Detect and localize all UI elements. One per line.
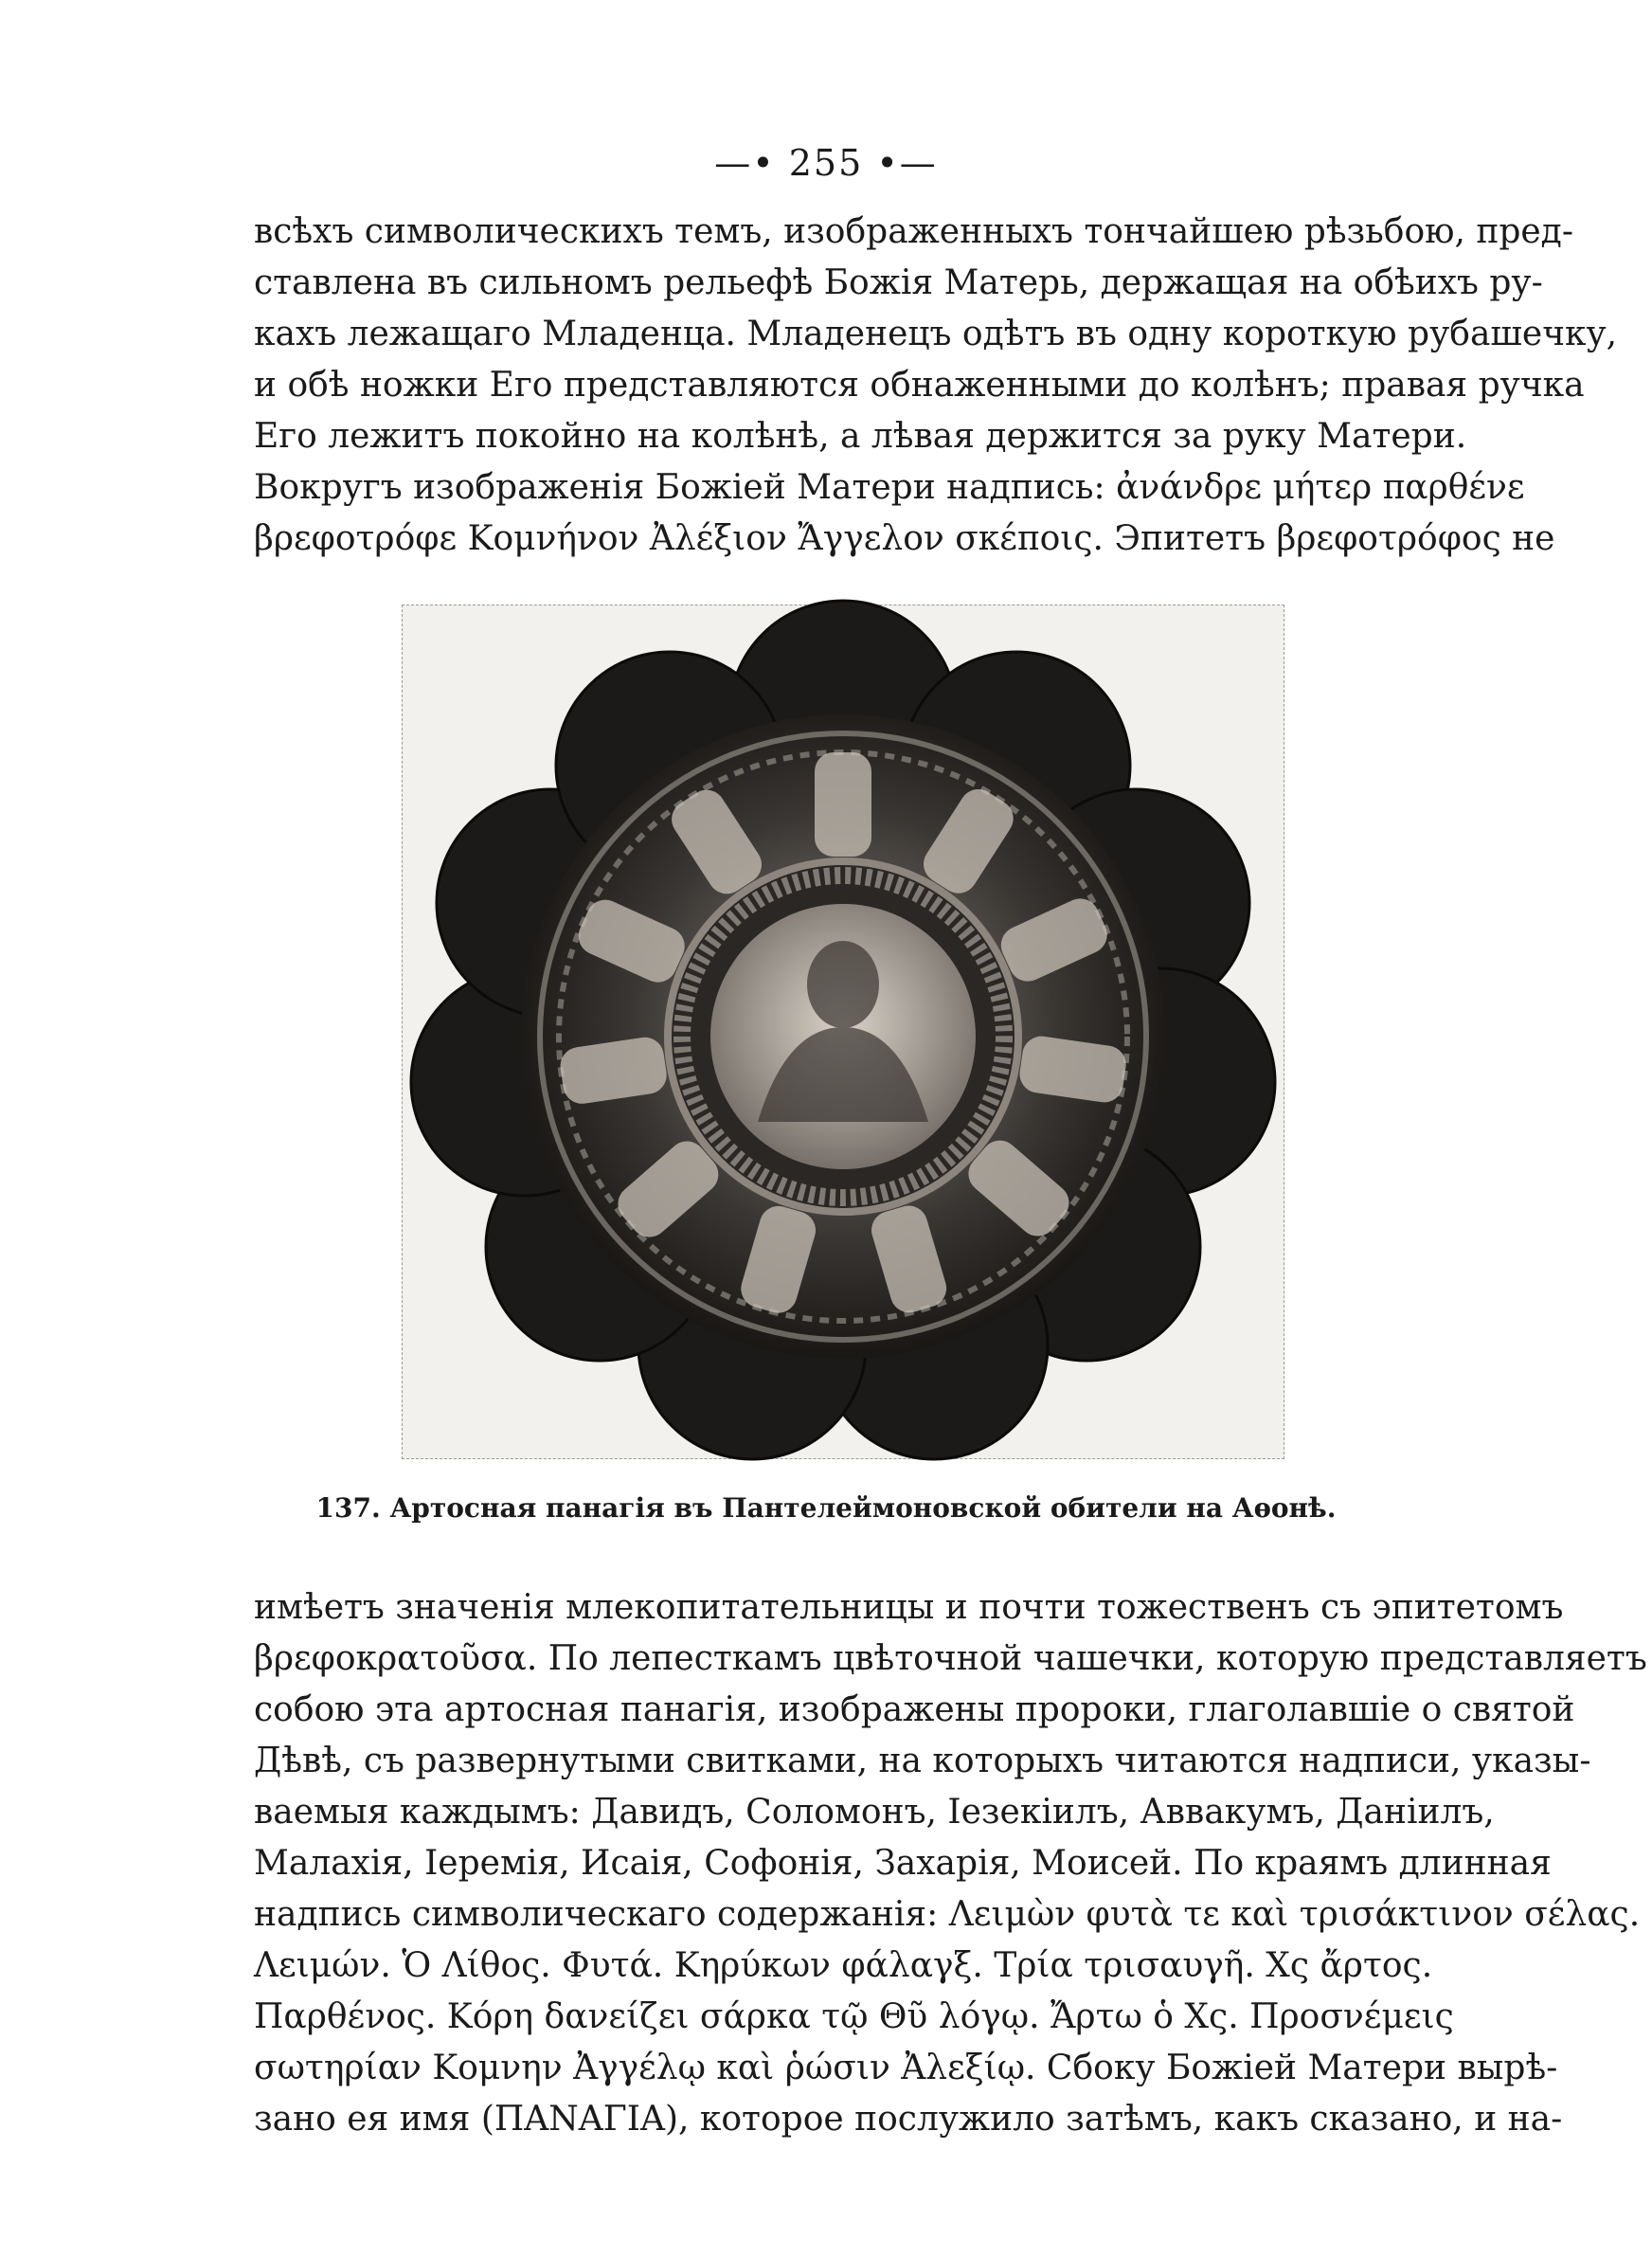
text-line: всѣхъ символическихъ темъ, изображенныхъ тончайшею рѣзьбою, пред- — [254, 212, 1574, 251]
text-line: Вокругъ изображенія Божіей Матери надпись: ἀνάνδρε μήτερ παρθένε — [254, 468, 1525, 507]
panagia-engraving — [403, 605, 1284, 1458]
figure-caption: 137. Артосная панагія въ Пантелеймоновской обители на Аѳонѣ. — [315, 1492, 1337, 1524]
text-line: собою эта артосная панагія, изображены пророки, глаголавшіе о святой — [254, 1690, 1575, 1729]
text-line: Λειμών. Ὁ Λίθος. Φυτά. Κηρύκων φάλαγξ. Τρία τρισαυγῆ. Χς ἄρτος. — [254, 1946, 1433, 1985]
text-line: Его лежитъ покойно на колѣнѣ, а лѣвая держится за руку Матери. — [254, 417, 1467, 456]
page-number: —• 255 •— — [714, 142, 938, 184]
text-line: ваемыя каждымъ: Давидъ, Соломонъ, Іезекіилъ, Аввакумъ, Даніилъ, — [254, 1793, 1495, 1832]
text-line: имѣетъ значенія млекопитательницы и почти тожественъ съ эпитетомъ — [254, 1588, 1564, 1627]
text-line: σωτηρίαν Κομνην Ἀγγέλῳ καὶ ῥώσιν Ἀλεξίῳ. Сбоку Божіей Матери вырѣ- — [254, 2049, 1558, 2087]
bottom-paragraph — [254, 1582, 1647, 2145]
rosette — [411, 601, 1275, 1459]
text-line: βρεφοκρατοῦσα. По лепесткамъ цвѣточной чашечки, которую представляетъ — [254, 1639, 1647, 1678]
text-line: ставлена въ сильномъ рельефѣ Божія Матерь, держащая на обѣихъ ру- — [254, 263, 1543, 302]
text-line: зано ея имя (ΠΑΝΑΓΙΑ), которое послужило затѣмъ, какъ сказано, и на- — [254, 2100, 1563, 2139]
panagia-illustration — [402, 605, 1284, 1459]
text-line: кахъ лежащаго Младенца. Младенецъ одѣтъ въ одну короткую рубашечку, — [254, 315, 1618, 353]
top-paragraph — [254, 207, 1618, 565]
text-line: Παρθένος. Κόρη δανείζει σάρκα τῷ Θῦ λόγῳ. Ἄρτω ὁ Χς. Προσνέμεις — [254, 1997, 1454, 2036]
text-line: Малахія, Іеремія, Исаія, Софонія, Захарія, Моисей. По краямъ длинная — [254, 1844, 1552, 1883]
text-line: Дѣвѣ, съ развернутыми свитками, на которыхъ читаются надписи, указы- — [254, 1742, 1591, 1780]
text-line: βρεφοτρόφε Κομνήνον Ἀλέξιον Ἄγγελον σκέποις. Эпитетъ βρεφοτρόφος не — [254, 519, 1555, 558]
text-line: надпись символическаго содержанія: Λειμὼν φυτὰ τε καὶ τρισάκτινον σέλας. — [254, 1895, 1641, 1934]
text-line: и обѣ ножки Его представляются обнаженными до колѣнъ; правая ручка — [254, 366, 1585, 405]
